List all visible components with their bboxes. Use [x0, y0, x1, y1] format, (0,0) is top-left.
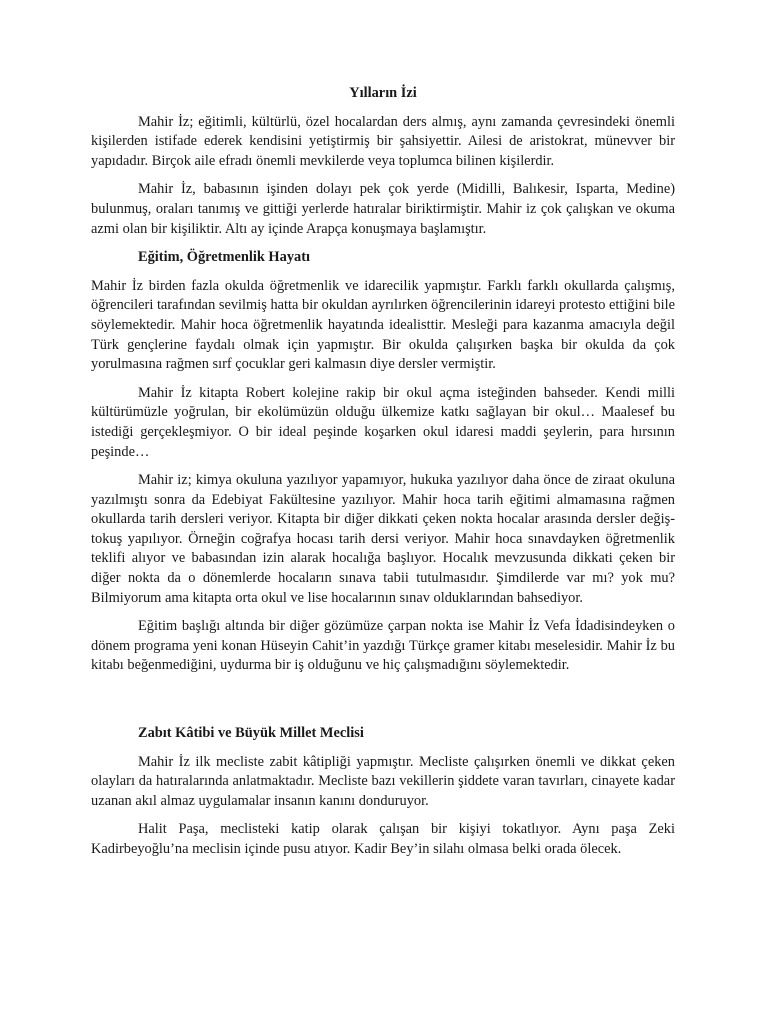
- section-heading-assembly: Zabıt Kâtibi ve Büyük Millet Meclisi: [138, 725, 364, 742]
- paragraph: Mahir İz; eğitimli, kültürlü, özel hocalardan ders almış, aynı zamanda çevresindeki önemli kişilerden istifade ederek kendisini yetiştirmiş bir şahsiyettir. Ailesi de aristokrat, münevver bir yapıdadır. Birçok aile efradı önemli mevkilerde veya toplumca bilinen kişilerdir.: [91, 113, 675, 169]
- paragraph: Mahir İz, babasının işinden dolayı pek çok yerde (Midilli, Balıkesir, Isparta, Medine) bulunmuş, oraları tanımış ve gittiği yerlerde hatıralar biriktirmiştir. Mahir iz çok çalışkan ve okuma azmi olan bir kişiliktir. Altı ay içinde Arapça konuşmaya başlamıştır.: [91, 181, 675, 237]
- paragraph: Halit Paşa, meclisteki katip olarak çalışan bir kişiyi tokatlıyor. Aynı paşa Zeki Kadirbeyoğlu’na meclisin içinde pusu atıyor. Kadir Bey’in silahı olmasa belki orada ölecek.: [91, 821, 675, 857]
- paragraph: Mahir iz; kimya okuluna yazılıyor yapamıyor, hukuka yazılıyor daha önce de ziraat okuluna yazılmıştı sonra da Edebiyat Fakültesine yazılıyor. Mahir hoca tarih eğitimi almamasına rağmen okullarda tarih dersleri veriyor. Kitapta bir diğer dikkati çeken nokta hocalar arasında dersler değiş-tokuş yapılıyor. Örneğin coğrafya hocası tarih dersi veriyor. Mahir hoca sınavdayken öğretmenlik teklifi alıyor ve babasından izin alarak hocalığa başlıyor. Hocalık mevzusunda dikkati çeken bir diğer nokta da o dönemlerde hocaların sınava tabii tutulmasıdır. Şimdilerde var mı? yok mu? Bilmiyorum ama kitapta orta okul ve lise hocalarının sınav olduklarından bahsediyor.: [91, 472, 675, 606]
- paragraph: Mahir İz birden fazla okulda öğretmenlik ve idarecilik yapmıştır. Farklı farklı okullarda çalışmış, öğrencileri tarafından sevilmiş hatta bir okuldan ayrılırken öğrencilerinin idareyi protesto ettiğini bile söylemektedir. Mahir hoca öğretmenlik hayatında idealisttir. Mesleği para kazanma amacıyla değil Türk gençlerine faydalı olmak için yapmıştır. Bir okulda çalışırken başka bir okulda da çok yorulmasına rağmen sırf çocuklar geri kalmasın diye dersler vermiştir.: [91, 277, 675, 373]
- paragraph: Mahir İz kitapta Robert kolejine rakip bir okul açma isteğinden bahseder. Kendi milli kültürümüzle yoğrulan, bir ekolümüzün olduğu ülkemize katkı sağlayan bir okul… Maalesef bu istediği gerçekleşmiyor. O bir ideal peşinde koşarken okul idaresi maddi şeylerin, para hırsının peşinde…: [91, 384, 675, 460]
- paragraph: Eğitim başlığı altında bir diğer gözümüze çarpan nokta ise Mahir İz Vefa İdadisindeyken o dönem programa yeni konan Hüseyin Cahit’in yazdığı Türkçe gramer kitabı meselesidir. Mahir İz bu kitabı beğenmediğini, uydurma bir iş olduğunu ve hiç çalışmadığını söylemektedir.: [91, 618, 675, 674]
- paragraph: Mahir İz ilk mecliste zabit kâtipliği yapmıştır. Mecliste çalışırken önemli ve dikkat çeken olayları da hatıralarında anlatmaktadır. Mecliste bazı vekillerin şiddete varan tavırları, cinayete kadar uzanan akıl almaz uygulamalar insanın kanını donduruyor.: [91, 753, 675, 809]
- section-heading-education: Eğitim, Öğretmenlik Hayatı: [138, 249, 311, 266]
- document-title: Yılların İzi: [349, 85, 417, 101]
- document-page: [91, 84, 675, 869]
